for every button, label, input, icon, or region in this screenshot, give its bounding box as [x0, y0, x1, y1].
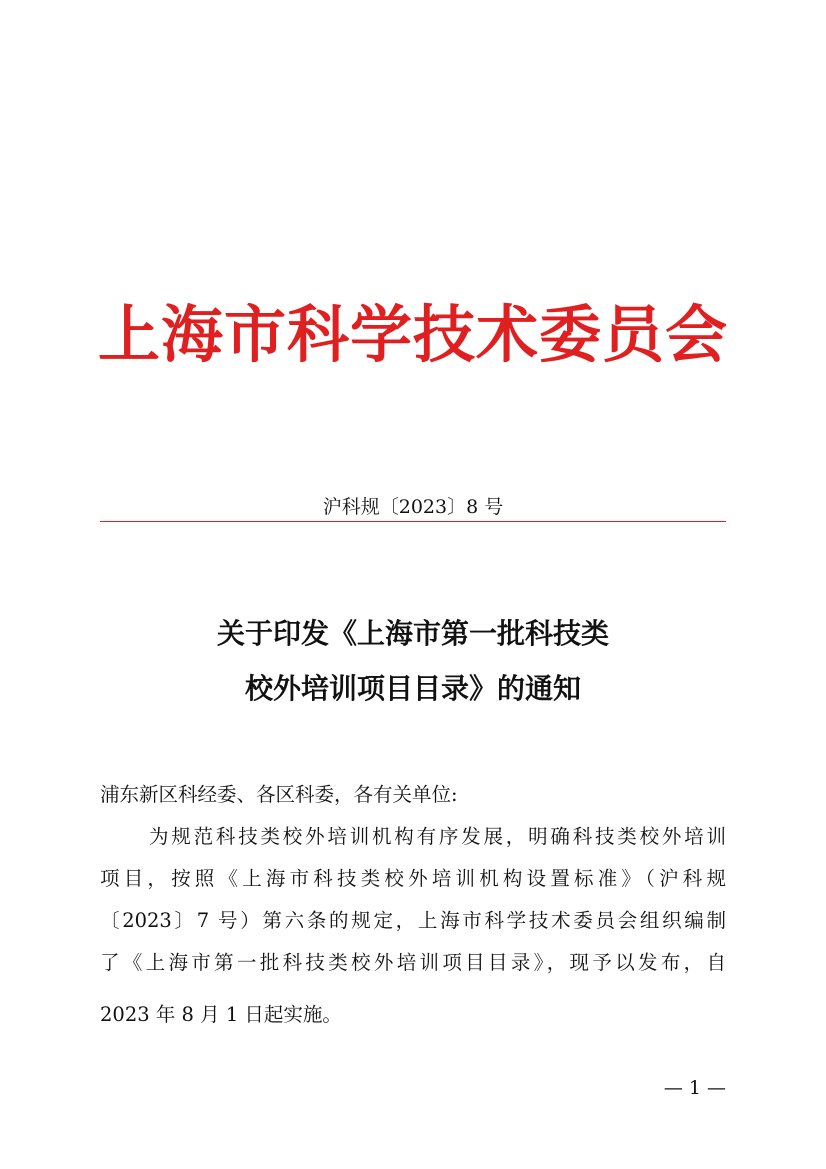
issuing-organization-header: 上海市科学技术委员会: [97, 298, 728, 371]
paragraph-line: 了《上海市第一批科技类校外培训项目目录》，现予以发布，自: [100, 951, 726, 974]
paragraph-line: 2023 年 8 月 1 日起实施。: [100, 1003, 342, 1026]
paragraph-line: 项目，按照《上海市科技类校外培训机构设置标准》（沪科规: [100, 867, 726, 890]
document-number: 沪科规〔2023〕8 号: [322, 496, 504, 518]
page-number: — 1 —: [663, 1077, 726, 1099]
document-title-line-2: 校外培训项目目录》的通知: [244, 672, 581, 705]
paragraph-line: 〔2023〕7 号）第六条的规定，上海市科学技术委员会组织编制: [100, 909, 726, 932]
paragraph-line: 为规范科技类校外培训机构有序发展，明确科技类校外培训: [149, 825, 726, 848]
document-title-line-1: 关于印发《上海市第一批科技类: [216, 617, 609, 650]
salutation: 浦东新区科经委、各区科委，各有关单位:: [100, 783, 458, 806]
red-separator-line: [100, 521, 726, 522]
